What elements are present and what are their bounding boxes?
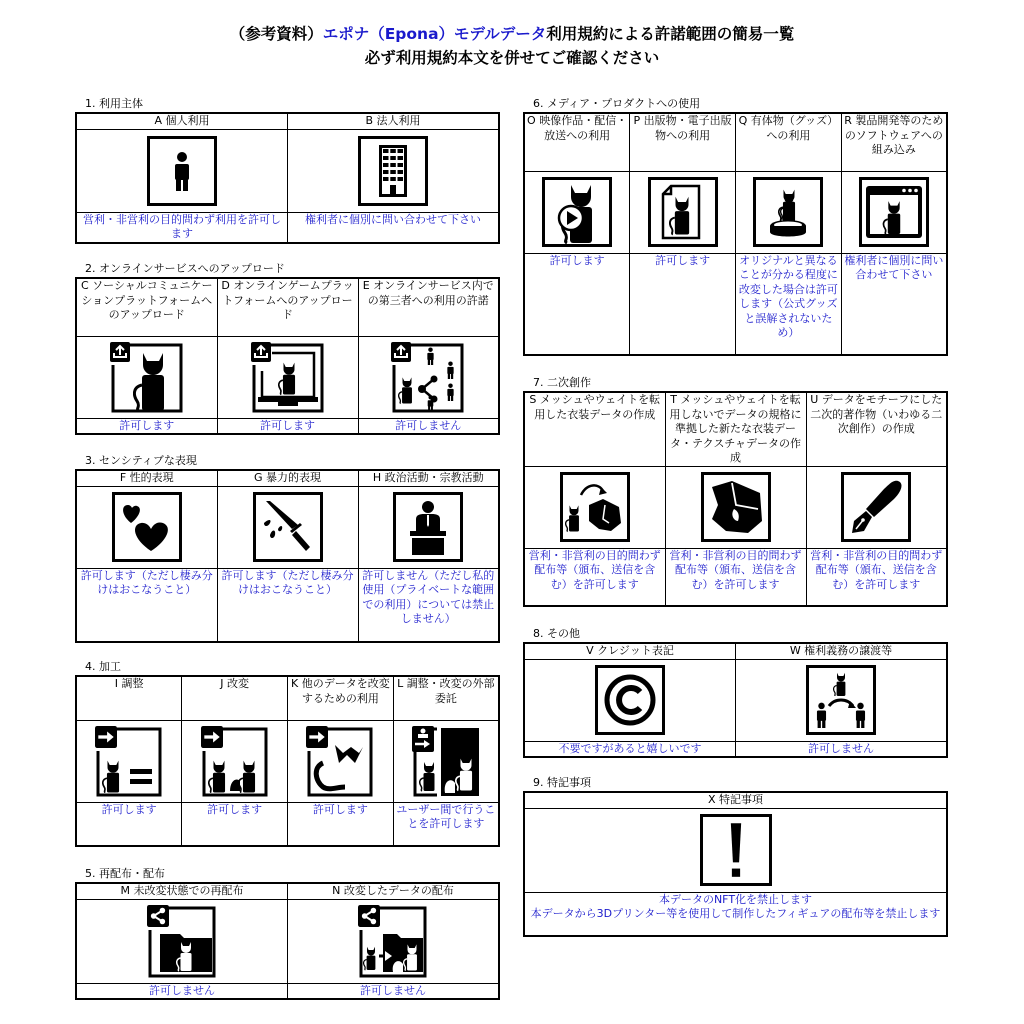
item-answer: 権利者に個別に問い合わせて下さい xyxy=(841,253,947,355)
section-label: 4. 加工 xyxy=(85,660,121,673)
person-icon xyxy=(147,136,217,206)
item-head: D オンラインゲームプラットフォームへのアップロード xyxy=(217,278,358,336)
item-head: A 個人利用 xyxy=(76,113,288,129)
share-folder-icon xyxy=(146,904,218,978)
item-head: J 改変 xyxy=(182,676,288,720)
answer-line-nft: 本データのNFT化を禁止します xyxy=(658,892,813,906)
item-answer: 許可します xyxy=(182,802,288,846)
page-subtitle: 必ず利用規約本文を併せてご確認ください xyxy=(364,49,660,67)
figure-goods-icon xyxy=(753,177,823,247)
item-answer: 許可します xyxy=(524,253,630,355)
item-answer: 許可します xyxy=(217,418,358,434)
license-table xyxy=(75,882,500,1000)
item-answer: 許可しません xyxy=(288,983,500,999)
item-head: V クレジット表記 xyxy=(524,643,736,659)
license-table xyxy=(523,391,948,607)
item-head: K 他のデータを改変するための利用 xyxy=(288,676,394,720)
item-answer: 許可します xyxy=(630,253,736,355)
adjust-equal-icon xyxy=(94,725,164,797)
item-head: M 未改変状態での再配布 xyxy=(76,883,288,899)
share-modified-folder-icon xyxy=(357,904,429,978)
outsource-icon xyxy=(411,725,481,797)
item-answer: 営利・非営利の目的問わず利用を許可します xyxy=(76,212,288,243)
item-answer: 許可します（ただし棲み分けはおこなうこと） xyxy=(76,568,217,642)
exclamation-icon xyxy=(700,814,772,886)
item-head: T メッシュやウェイトを転用しないでデータの規格に準拠した新たな衣装データ・テクスチャデータの作成 xyxy=(665,392,806,466)
software-window-icon xyxy=(859,177,929,247)
section-online-upload xyxy=(75,261,500,435)
item-answer: ユーザー間で行うことを許可します xyxy=(393,802,499,846)
item-head: B 法人利用 xyxy=(288,113,500,129)
modify-avatar-icon xyxy=(200,725,270,797)
upload-game-monitor-icon xyxy=(250,341,326,413)
item-head: S メッシュやウェイトを転用した衣装データの作成 xyxy=(524,392,665,466)
rights-transfer-icon xyxy=(806,665,876,735)
item-head: L 調整・改変の外部委託 xyxy=(393,676,499,720)
license-table xyxy=(523,112,948,356)
section-label: 8. その他 xyxy=(533,627,580,640)
item-head: U データをモチーフにした二次的著作物（いわゆる二次創作）の作成 xyxy=(806,392,947,466)
upload-share-users-icon xyxy=(390,341,466,413)
item-head: E オンラインサービス内での第三者への利用の許諾 xyxy=(358,278,499,336)
title-prefix: （参考資料） xyxy=(229,25,323,43)
section-label: 2. オンラインサービスへのアップロード xyxy=(85,262,285,275)
license-table xyxy=(75,469,500,643)
upload-avatar-icon xyxy=(109,341,185,413)
license-table xyxy=(523,791,948,937)
copyright-icon xyxy=(595,665,665,735)
section-redistribution xyxy=(75,866,500,1000)
item-head: H 政治活動・宗教活動 xyxy=(358,470,499,486)
item-answer: 営利・非営利の目的問わず配布等（頒布、送信を含む）を許可します xyxy=(665,548,806,606)
video-play-icon xyxy=(542,177,612,247)
license-table xyxy=(75,277,500,435)
item-answer: 許可します xyxy=(76,802,182,846)
item-head: G 暴力的表現 xyxy=(217,470,358,486)
item-answer: 営利・非営利の目的問わず配布等（頒布、送信を含む）を許可します xyxy=(806,548,947,606)
section-media-product xyxy=(523,96,948,356)
section-label: 5. 再配布・配布 xyxy=(85,867,165,880)
section-label: 9. 特記事項 xyxy=(533,776,591,789)
page-title xyxy=(0,22,1024,70)
outfit-icon xyxy=(701,472,771,542)
item-head: Q 有体物（グッズ）への利用 xyxy=(736,113,842,171)
outfit-transfer-icon xyxy=(560,472,630,542)
title-brand: エポナ（Epona）モデルデータ xyxy=(322,25,547,43)
item-head: F 性的表現 xyxy=(76,470,217,486)
item-answer: 不要ですがあると嬉しいです xyxy=(524,741,736,757)
item-answer: 許可しません xyxy=(358,418,499,434)
section-other xyxy=(523,626,948,758)
answer-line-3d-print: 本データから3Dプリンター等を使用して制作したフィギュアの配布等を禁止します xyxy=(530,907,941,920)
item-answer: 営利・非営利の目的問わず配布等（頒布、送信を含む）を許可します xyxy=(524,548,665,606)
item-answer: 許可します（ただし棲み分けはおこなうこと） xyxy=(217,568,358,642)
item-answer: 許可します xyxy=(288,802,394,846)
license-table xyxy=(75,675,500,847)
item-answer xyxy=(524,892,947,936)
section-processing xyxy=(75,659,500,847)
item-head: W 権利義務の譲渡等 xyxy=(736,643,948,659)
license-table xyxy=(523,642,948,758)
item-head: N 改変したデータの配布 xyxy=(288,883,500,899)
section-usage-subject xyxy=(75,96,500,244)
section-special-notes xyxy=(523,775,948,937)
section-label: 1. 利用主体 xyxy=(85,97,143,110)
hearts-icon xyxy=(112,492,182,562)
fountain-pen-icon xyxy=(841,472,911,542)
publication-icon xyxy=(648,177,718,247)
speaker-podium-icon xyxy=(393,492,463,562)
title-suffix: 利用規約による許諾範囲の簡易一覧 xyxy=(546,25,795,43)
knife-blood-icon xyxy=(253,492,323,562)
license-table xyxy=(75,112,500,244)
item-head: C ソーシャルコミュニケーションプラットフォームへのアップロード xyxy=(76,278,217,336)
section-derivative-works xyxy=(523,375,948,607)
item-head: R 製品開発等のためのソフトウェアへの組み込み xyxy=(841,113,947,171)
section-sensitive-expression xyxy=(75,453,500,643)
item-head: I 調整 xyxy=(76,676,182,720)
item-answer: 権利者に個別に問い合わせて下さい xyxy=(288,212,500,243)
item-head: P 出版物・電子出版物への利用 xyxy=(630,113,736,171)
parts-reuse-icon xyxy=(305,725,375,797)
item-head: X 特記事項 xyxy=(524,792,947,808)
item-answer: 許可しません xyxy=(736,741,948,757)
item-answer: 許可しません（ただし私的使用（プライベートな範囲での利用）については禁止しません） xyxy=(358,568,499,642)
item-answer: 許可しません xyxy=(76,983,288,999)
section-label: 3. センシティブな表現 xyxy=(85,454,197,467)
item-answer: 許可します xyxy=(76,418,217,434)
section-label: 7. 二次創作 xyxy=(533,376,591,389)
item-answer: オリジナルと異なることが分かる程度に改変した場合は許可します（公式グッズと誤解されないため） xyxy=(736,253,842,355)
section-label: 6. メディア・プロダクトへの使用 xyxy=(533,97,701,110)
office-building-icon xyxy=(358,136,428,206)
item-head: O 映像作品・配信・放送への利用 xyxy=(524,113,630,171)
